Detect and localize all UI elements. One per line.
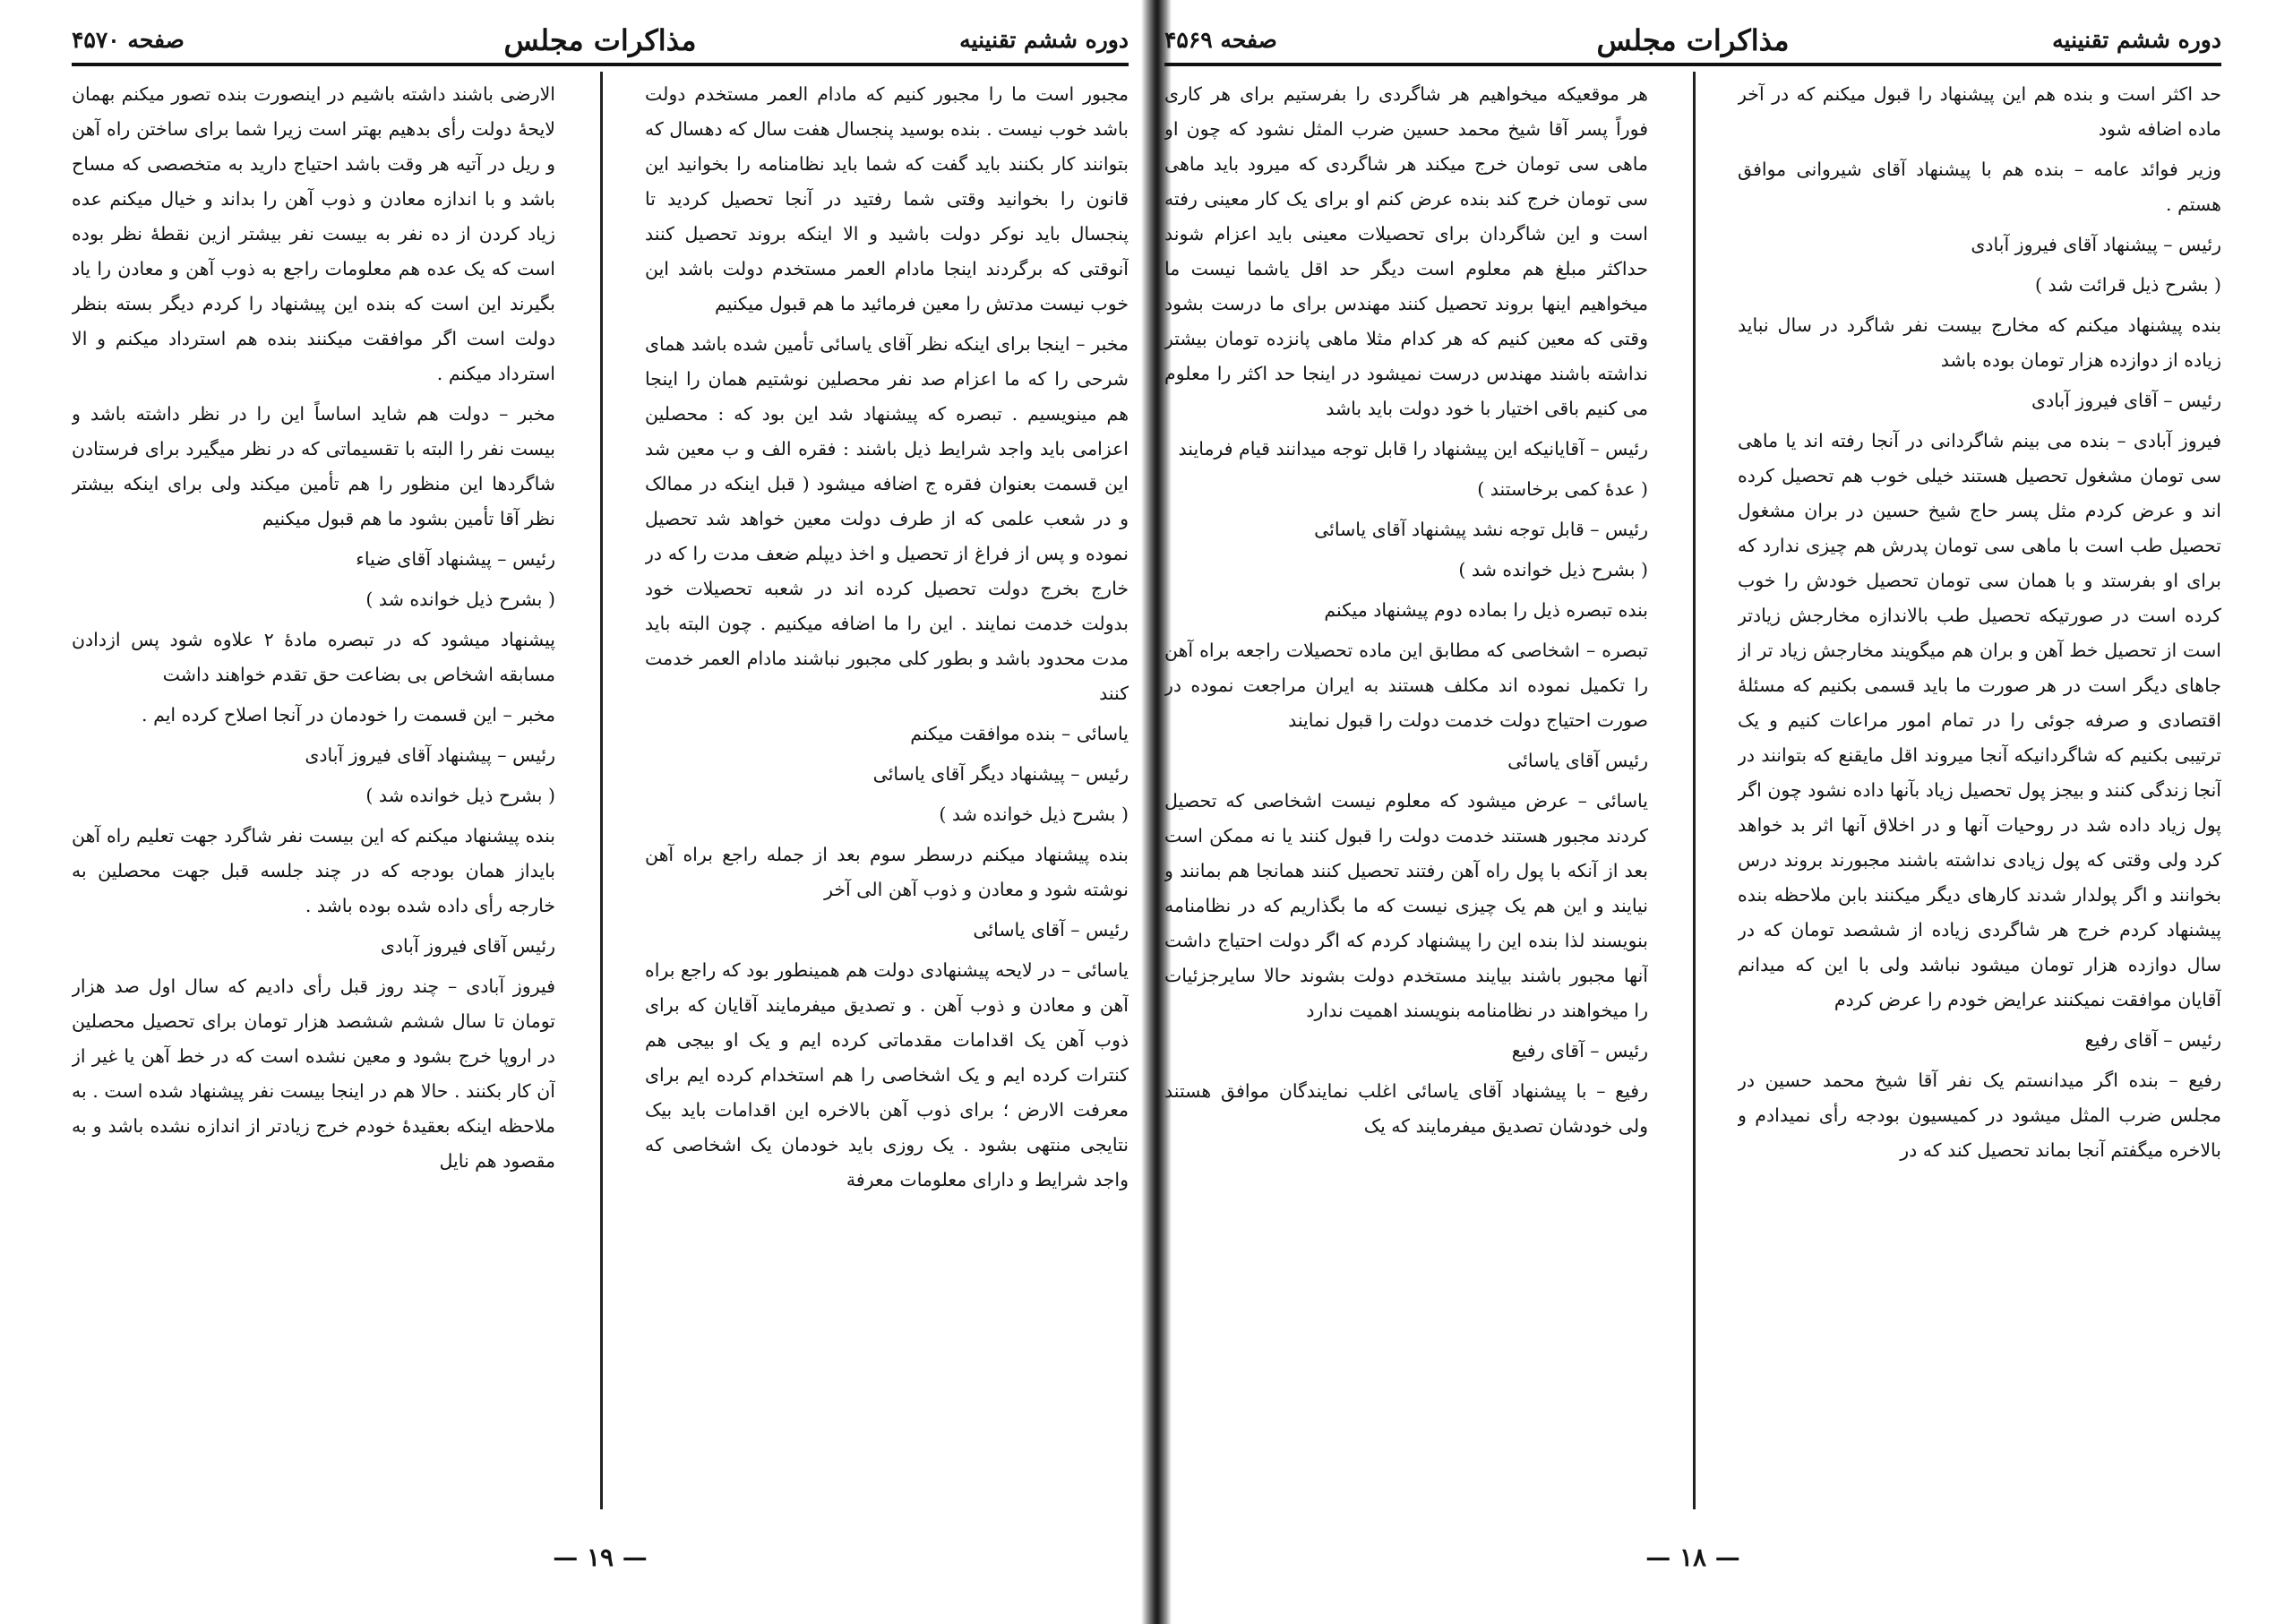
- paragraph: ( بشرح ذیل خوانده شد ): [365, 785, 555, 806]
- paragraph: پیشنهاد میشود که در تبصره مادهٔ ۲ علاوه شود پس ازدادن مسابقه اشخاص بی بضاعت حق تقدم خواهند داشت: [72, 629, 555, 685]
- paragraph: الارضی باشند داشته باشیم در اینصورت بنده تصور میکنم بهمان لایحهٔ دولت رأی بدهیم بهتر است زیرا شما برای ساختن راه آهن و ریل در آتیه هر وقت باشد احتیاج دارید به متخصصی که مساح باشد و با اندازه معادن و ذوب آهن را بداند و خیال میکنم عده زیاد کردن از ده نفر به بیست نفر بیشتر ازین نقطهٔ نظر بوده است که یک عده هم معلومات راجع به ذوب آهن و معادن را یاد بگیرند این است که بنده این پیشنهاد را کردم دیگر بسته بنظر دولت است اگر موافقت میکنند بنده هم استرداد میکنم و الا استرداد میکنم .: [72, 83, 555, 384]
- paragraph: رفیع – بنده اگر میدانستم یک نفر آقا شیخ محمد حسین در مجلس ضرب المثل میشود در کمیسیون بودجه رأی نمیدادم و بالاخره میگفتم آنجا بماند تحصیل کند که در: [1738, 1070, 2221, 1161]
- paragraph: رئیس – آقای رفیع: [1511, 1040, 1648, 1061]
- page-number: — ۱۸ —: [1645, 1542, 1740, 1572]
- page-label: صفحه ۴۵۷۰: [72, 27, 185, 53]
- paragraph: بنده پیشنهاد میکنم درسطر سوم بعد از جمله راجع براه آهن نوشته شود و معادن و ذوب آهن الی آخر: [645, 844, 1129, 900]
- paragraph: رئیس – قابل توجه نشد پیشنهاد آقای یاسائی: [1314, 519, 1648, 540]
- paragraph: بنده پیشنهاد میکنم که این بیست نفر شاگرد جهت تعلیم راه آهن بایداز همان بودجه که در چند جلسه قبل جهت محصلین به خارجه رأی داده شده بوده باشد .: [72, 825, 555, 916]
- paragraph: رئیس آقای یاسائی: [1507, 750, 1648, 771]
- journal-title: مذاکرات مجلس: [1596, 23, 1790, 57]
- paragraph: ( بشرح ذیل خوانده شد ): [365, 589, 555, 610]
- header-rule: [1164, 63, 2221, 66]
- header-rule: [72, 63, 1129, 66]
- paragraph: رئیس – پیشنهاد آقای ضیاء: [356, 548, 555, 570]
- page-header: [1164, 20, 2221, 66]
- paragraph: رئیس آقای فیروز آبادی: [380, 935, 555, 957]
- paragraph: وزیر فوائد عامه – بنده هم با پیشنهاد آقای شیروانی موافق هستم .: [1738, 159, 2221, 215]
- paragraph: ( بشرح ذیل خوانده شد ): [1458, 559, 1648, 580]
- paragraph: رئیس – پیشنهاد دیگر آقای یاسائی: [872, 763, 1129, 785]
- paragraph: مخبر – دولت هم شاید اساساً این را در نظر داشته باشد و بیست نفر را البته با تقسیماتی که در نظر میگیرد برای فرستادن شاگردها این منظور را هم تأمین میکند ولی برای اینکه بیشتر نظر آقا تأمین بشود ما هم قبول میکنیم: [72, 403, 555, 529]
- page-number: — ۱۹ —: [553, 1542, 648, 1572]
- session-label: دوره ششم تقنینیه: [2052, 27, 2221, 53]
- paragraph: رئیس – آقایانیکه این پیشنهاد را قابل توجه میدانند قیام فرمایند: [1178, 438, 1648, 460]
- paragraph: یاسائی – عرض میشود که معلوم نیست اشخاصی که تحصیل کردند مجبور هستند خدمت دولت را قبول کنند یا نه ممکن است بعد از آنکه با پول راه آهن رفتند تحصیل کنند همانجا هم بمانند و نیایند و این هم یک چیزی نیست که ما بگذاریم که در نظامنامه بنویسند لذا بنده این را پیشنهاد کردم که اگر دولت احتیاج داشت آنها مجبور باشند بیایند مستخدم دولت بشوند حالا سایرجزئیات را میخواهند در نظامنامه بنویسند اهمیت ندارد: [1164, 790, 1648, 1021]
- paragraph: ( بشرح ذیل خوانده شد ): [939, 803, 1129, 825]
- paragraph: تبصره – اشخاصی که مطابق این ماده تحصیلات راجعه براه آهن را تکمیل نموده اند مکلف هستند به ایران مراجعت نموده در صورت احتیاج دولت خدمت دولت را قبول نمایند: [1164, 640, 1648, 731]
- paragraph: هر موقعیکه میخواهیم هر شاگردی را بفرستیم برای هر کاری فوراً پسر آقا شیخ محمد حسین ضرب المثل نشود که چون او ماهی سی تومان خرج میکند هر شاگردی که میرود باید ماهی سی تومان خرج کند بنده عرض کنم او برای یک کار معینی رفته است و این شاگردان برای تحصیلات معینی باید اعزام شوند حداکثر مبلغ هم معلوم است دیگر حد اقل یاشما نیست ما میخواهیم اینها بروند تحصیل کنند مهندس برای ما درست بشود وقتی که معین کنیم که هر کدام مثلا ماهی پانزده تومان بیشتر نداشته باشند مهندس درست نمیشود در اینجا حد اکثر را معلوم می کنیم باقی اختیار با خود دولت باید باشد: [1164, 83, 1648, 419]
- paragraph: بنده پیشنهاد میکنم که مخارج بیست نفر شاگرد در سال نباید زیاده از دوازده هزار تومان بوده باشد: [1738, 314, 2221, 371]
- paragraph: رفیع – با پیشنهاد آقای یاسائی اغلب نمایندگان موافق هستند ولی خودشان تصدیق میفرمایند که یک: [1164, 1080, 1648, 1137]
- page-label: صفحه ۴۵۶۹: [1164, 27, 1277, 53]
- paragraph: مخبر – اینجا برای اینکه نظر آقای یاسائی تأمین شده باشد همای شرحی را که ما اعزام صد نفر محصلین نوشتیم همان را اینجا هم مینویسیم . تبصره که پیشنهاد شد این بود که : محصلین اعزامی باید واجد شرایط ذیل باشند : فقره الف و ب معین شد این قسمت بعنوان فقره ج اضافه میشود ( قبل اینکه در ممالک و در شعب علمی که از طرف دولت معین خواهد شد تحصیل نموده و پس از فراغ از تحصیل و اخذ دیپلم ضعف مدت را که در خارج بخرج دولت تحصیل کرده اند در شعبه تحصیلات خود بدولت خدمت نمایند . این را ما اضافه میکنیم . چون البته باید مدت محدود باشد و بطور کلی مجبور نباشند مادام العمر خدمت کنند: [645, 333, 1129, 704]
- left-page: [72, 0, 1129, 1624]
- paragraph: بنده تبصره ذیل را بماده دوم پیشنهاد میکنم: [1324, 599, 1648, 621]
- text-column-left: [1164, 77, 1648, 1510]
- paragraph: فیروز آبادی – بنده می بینم شاگردانی در آنجا رفته اند یا ماهی سی تومان مشغول تحصیل هستند خیلی خوب هم تحصیل کرده اند و عرض کردم مثل پسر حاج شیخ حسین در بران مشغول تحصیل طب است با ماهی سی تومان پدرش هم چیزی ندارد که برای او بفرستد و با همان سی تومان تحصیل خودش را خوب کرده است در صورتیکه تحصیل طب بالاندازه مخارجش زیادتر است از تحصیل خط آهن و بران هم میگویند مخارجش زیاد تر از جاهای دیگر است در هر صورت ما باید قسمی بکنیم که مسئلهٔ اقتصادی و صرفه جوئی را در تمام امور مراعات کنیم و یک ترتیبی بکنیم که شاگردانیکه آنجا میروند اقل مایقنع که بتوانند در آنجا زندگی کنند و بیجز پول تحصیل زیاد بآنها داده نشود چون اگر پول زیاد داده شد در روحیات آنها و در اخلاق آنها اثر بد خواهد کرد ولی وقتی که پول زیادی نداشته باشند مجبورند بروند درس بخوانند و اگر پولدار شدند کارهای دیگر میکنند بابن ملاحظه بنده پیشنهاد کردم خرج هر شاگردی زیاده از ششصد تومان که در سال دوازده هزار تومان میشود نباشد ولی با این که میدانم آقایان موافقت نمیکنند عرایض خودم را عرض کردم: [1738, 430, 2221, 1010]
- paragraph: رئیس – آقای رفیع: [2084, 1029, 2221, 1051]
- paragraph: حد اکثر است و بنده هم این پیشنهاد را قبول میکنم که در آخر ماده اضافه شود: [1738, 83, 2221, 140]
- right-page: [1164, 0, 2221, 1624]
- paragraph: مجبور است ما را مجبور کنیم که مادام العمر مستخدم دولت باشد خوب نیست . بنده بوسید پنجسال هفت سال که دهسال که بتوانند کار بکنند باید گفت که شما باید نظامنامه را بخوانید این قانون را بخوانید وقتی شما رفتید در آنجا تحصیل کردید تا پنجسال باید نوکر دولت باشید و الا اینکه بروند تحصیل کنند آنوقتی که برگردند اینجا مادام العمر مستخدم دولت باشد این خوب نیست مدتش را معین فرمائید ما هم قبول میکنیم: [645, 83, 1129, 314]
- paragraph: ( بشرح ذیل قرائت شد ): [2034, 274, 2221, 296]
- text-column-left: [72, 77, 555, 1510]
- paragraph: یاسائی – در لایحه پیشنهادی دولت هم همینطور بود که راجع براه آهن و معادن و ذوب آهن . و تصدیق میفرمایند آقایان که برای ذوب آهن یک اقدامات مقدماتی کرده ایم و یک او بیجی هم کنترات کرده ایم و یک اشخاصی را هم استخدام کرده ایم برای معرفت الارض ؛ برای ذوب آهن بالاخره این اقدامات باید بیک نتایجی منتهی بشود . یک روزی باید خودمان یک اشخاصی که واجد شرایط و دارای معلومات معرفة: [645, 959, 1129, 1190]
- text-column-right: [645, 77, 1129, 1510]
- paragraph: رئیس – آقای یاسائی: [973, 919, 1129, 941]
- journal-title: مذاکرات مجلس: [503, 23, 697, 57]
- column-divider: [600, 72, 603, 1509]
- paragraph: رئیس – پیشنهاد آقای فیروز آبادی: [1971, 234, 2221, 255]
- paragraph: ( عدهٔ کمی برخاستند ): [1477, 478, 1648, 500]
- text-column-right: [1738, 77, 2221, 1510]
- paragraph: رئیس – آقای فیروز آبادی: [2031, 390, 2221, 411]
- paragraph: یاسائی – بنده موافقت میکنم: [910, 723, 1129, 744]
- paragraph: فیروز آبادی – چند روز قبل رأی دادیم که سال اول صد هزار تومان تا سال ششم ششصد هزار تومان برای تحصیل محصلین در اروپا خرج بشود و معین نشده است که در خط آهن یا غیر از آن کار بکنند . حالا هم در اینجا بیست نفر پیشنهاد شده است . به ملاحظه اینکه بعقیدهٔ خودم خرج زیادتر از اندازه نشده باشد و به مقصود هم نایل: [72, 975, 555, 1172]
- page-header: [72, 20, 1129, 66]
- paragraph: مخبر – این قسمت را خودمان در آنجا اصلاح کرده ایم .: [142, 704, 555, 726]
- column-divider: [1693, 72, 1696, 1509]
- paragraph: رئیس – پیشنهاد آقای فیروز آبادی: [305, 744, 555, 766]
- session-label: دوره ششم تقنینیه: [959, 27, 1129, 53]
